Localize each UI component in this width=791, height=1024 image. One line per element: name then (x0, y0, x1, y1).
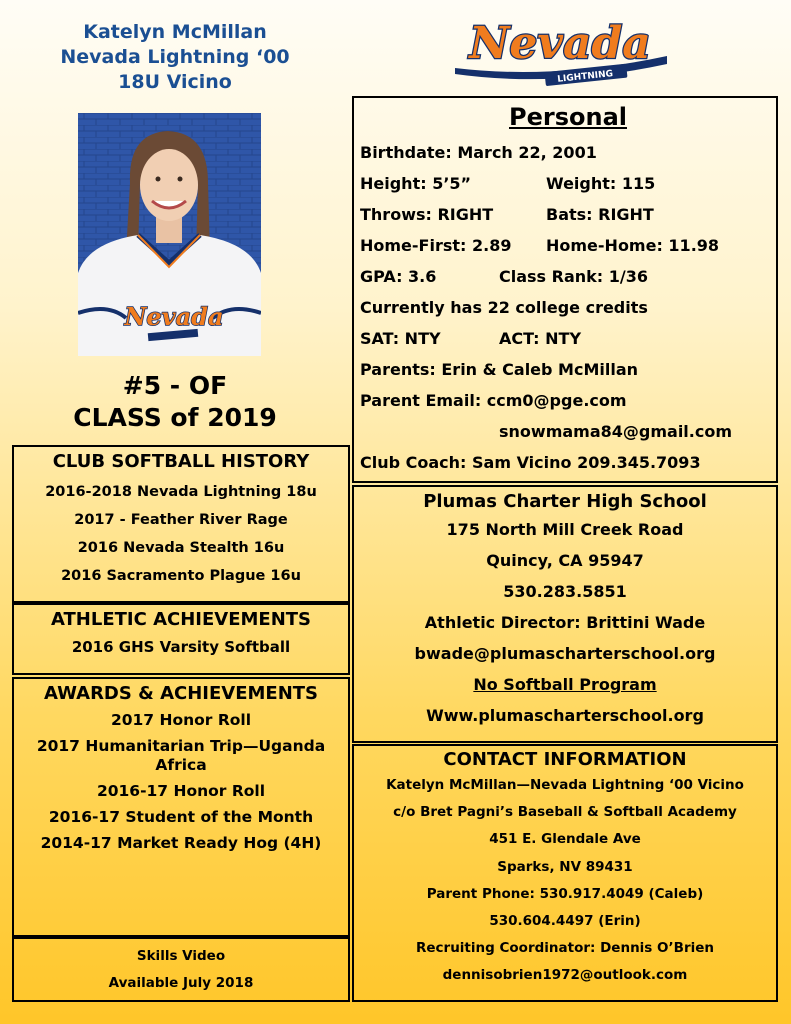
player-number-class (10, 370, 340, 434)
parents: Parents: Erin & Caleb McMillan (360, 360, 639, 379)
list-item: 2016 GHS Varsity Softball (71, 638, 291, 656)
player-name: Katelyn McMillan (83, 21, 267, 43)
throws-bats-row (360, 199, 776, 230)
skills-video-label: Skills Video (136, 948, 226, 964)
birthdate: Birthdate: March 22, 2001 (360, 143, 597, 162)
contact-line: dennisobrien1972@outlook.com (442, 967, 688, 984)
awards-section (12, 677, 350, 937)
school-city: Quincy, CA 95947 (486, 551, 644, 570)
school-website: Www.plumascharterschool.org (426, 706, 704, 725)
speed-row (360, 230, 776, 261)
home-home: Home-Home: 11.98 (546, 236, 720, 255)
club-history-title: CLUB SOFTBALL HISTORY (52, 451, 310, 472)
club-history-section (12, 445, 350, 603)
list-item: 2014-17 Market Ready Hog (4H) (40, 834, 322, 852)
nevada-lightning-logo (445, 8, 675, 98)
athletic-achievements-section (12, 603, 350, 675)
athletic-title: ATHLETIC ACHIEVEMENTS (50, 609, 312, 630)
list-item: 2017 Honor Roll (110, 711, 252, 729)
bats: Bats: RIGHT (546, 205, 654, 224)
home-first: Home-First: 2.89 (360, 236, 512, 255)
school-phone: 530.283.5851 (503, 582, 627, 601)
skills-video-section (12, 937, 350, 1002)
svg-text:Nevada: Nevada (469, 18, 651, 69)
personal-title: Personal (509, 103, 627, 131)
parent-email: Parent Email: ccm0@pge.com (360, 391, 627, 410)
academics-row (360, 261, 776, 292)
contact-title: CONTACT INFORMATION (443, 749, 687, 770)
list-item: 2017 Humanitarian Trip—Uganda Africa (36, 737, 326, 774)
player-header (10, 20, 340, 95)
parent-email-2: snowmama84@gmail.com (499, 422, 733, 441)
contact-line: Parent Phone: 530.917.4049 (Caleb) (426, 885, 704, 902)
school-section (352, 485, 778, 743)
height: Height: 5’5” (360, 174, 472, 193)
player-photo (78, 113, 261, 356)
list-item: 2016-2018 Nevada Lightning 18u (45, 484, 317, 500)
graduation-class: CLASS of 2019 (73, 403, 277, 432)
list-item: 2016 Nevada Stealth 16u (77, 540, 285, 556)
personal-section (352, 96, 778, 483)
list-item: 2016 Sacramento Plague 16u (61, 568, 301, 584)
act: ACT: NTY (499, 329, 582, 348)
contact-section (352, 744, 778, 1002)
softball-program-note: No Softball Program (473, 675, 657, 694)
school-name: Plumas Charter High School (423, 491, 707, 512)
tests-row (360, 323, 776, 354)
team-name: Nevada Lightning ‘00 (60, 46, 290, 68)
contact-line: Katelyn McMillan—Nevada Lightning ‘00 Vicino (386, 777, 744, 793)
list-item: 2016-17 Honor Roll (96, 782, 266, 800)
class-rank: Class Rank: 1/36 (499, 267, 648, 286)
height-weight-row (360, 168, 776, 199)
athletic-director: Athletic Director: Brittini Wade (424, 613, 706, 632)
division-name: 18U Vicino (118, 71, 232, 93)
throws: Throws: RIGHT (360, 205, 494, 224)
svg-text:LIGHTNING: LIGHTNING (556, 69, 614, 85)
awards-title: AWARDS & ACHIEVEMENTS (43, 683, 319, 704)
skills-video-availability: Available July 2018 (108, 975, 254, 991)
contact-line: c/o Bret Pagni’s Baseball & Softball Academy (393, 804, 737, 821)
contact-line: Recruiting Coordinator: Dennis O’Brien (415, 940, 714, 957)
list-item: 2017 - Feather River Rage (74, 512, 288, 528)
svg-text:Nevada: Nevada (124, 302, 224, 331)
weight: Weight: 115 (546, 174, 656, 193)
number-position: #5 - OF (122, 371, 228, 400)
gpa: GPA: 3.6 (360, 267, 437, 286)
contact-line: Sparks, NV 89431 (497, 858, 633, 875)
contact-line: 530.604.4497 (Erin) (489, 912, 641, 929)
club-coach: Club Coach: Sam Vicino 209.345.7093 (360, 453, 701, 472)
contact-line: 451 E. Glendale Ave (489, 831, 641, 848)
school-email: bwade@plumascharterschool.org (414, 644, 716, 663)
list-item: 2016-17 Student of the Month (48, 808, 314, 826)
school-address: 175 North Mill Creek Road (446, 520, 684, 539)
sat: SAT: NTY (360, 329, 441, 348)
college-credits: Currently has 22 college credits (360, 298, 648, 317)
